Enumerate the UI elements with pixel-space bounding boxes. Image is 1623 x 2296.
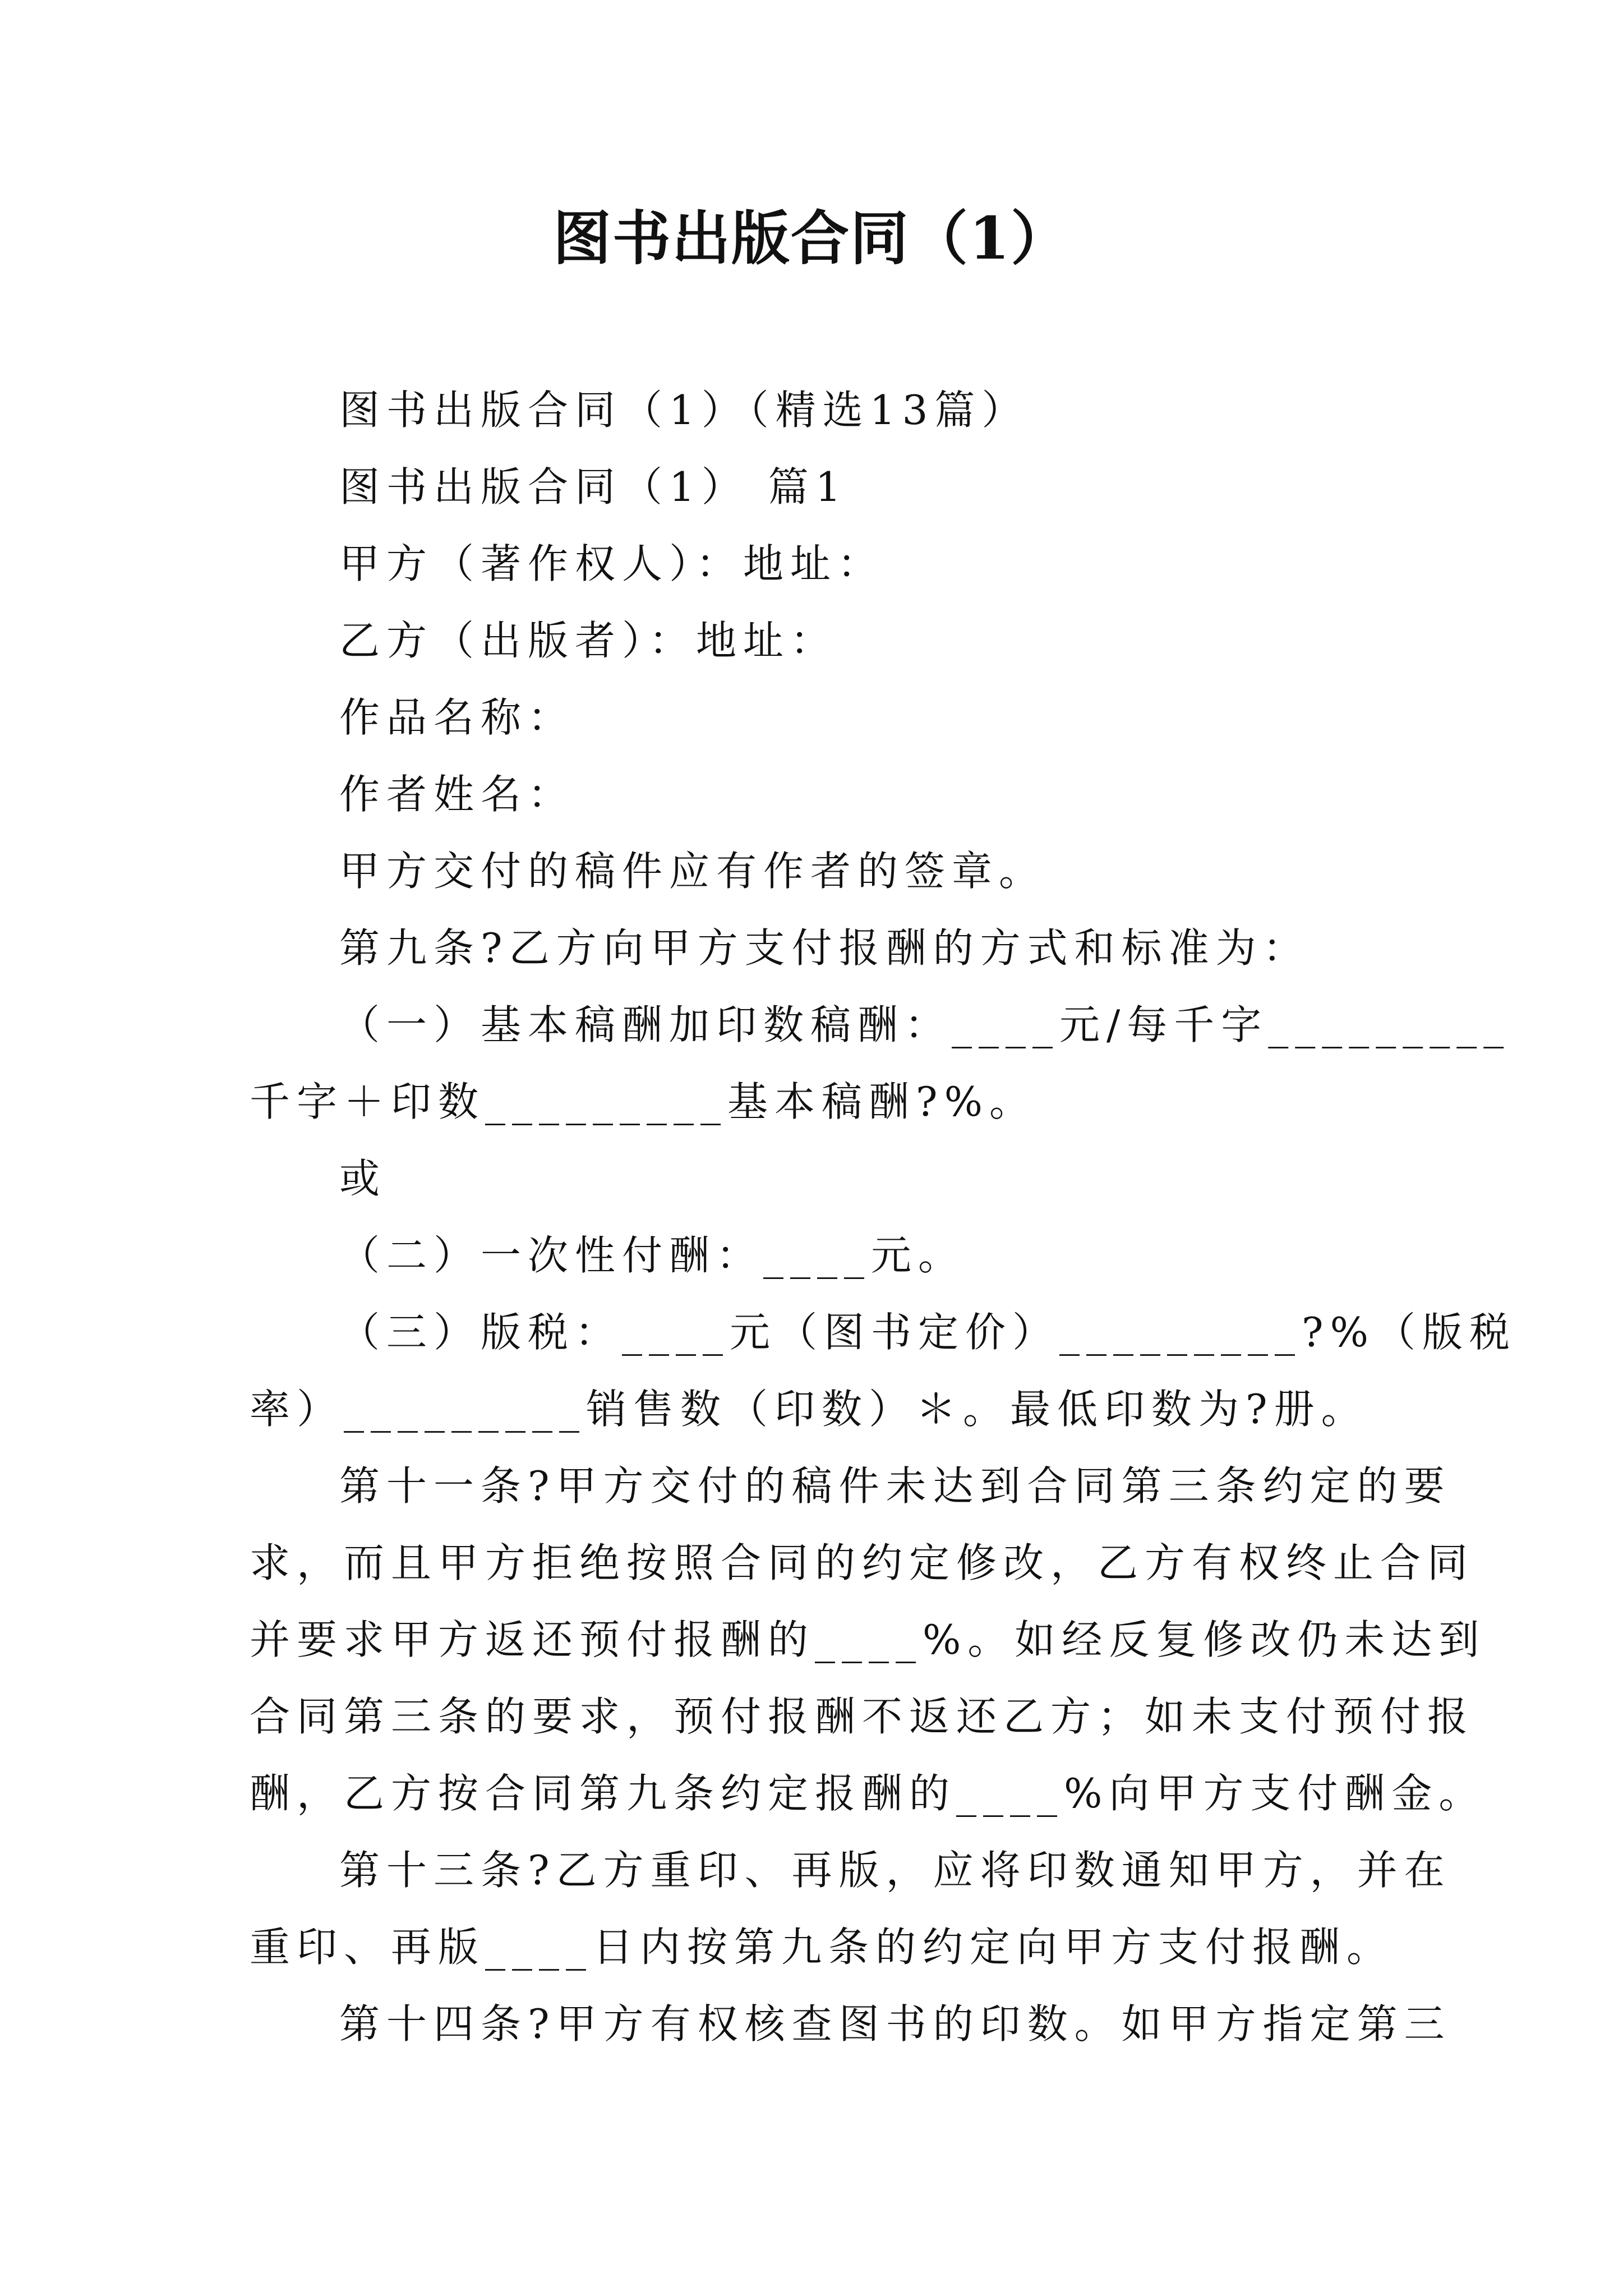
collection-heading: 图书出版合同（1）（精选13篇） (339, 386, 1029, 434)
article-9-option-2-line: （二）一次性付酬：____元。 (339, 1232, 966, 1279)
article-11-continued: 并要求甲方返还预付报酬的____%。如经反复修改仍未达到 (250, 1616, 1486, 1663)
document-title: 图书出版合同（1） (552, 204, 1071, 273)
article-9-option-3-line: （三）版税：____元（图书定价）_________?%（版税 (339, 1309, 1517, 1356)
article-13-line: 第十三条?乙方重印、再版，应将印数通知甲方，并在 (339, 1847, 1451, 1894)
or-line: 或 (339, 1155, 387, 1202)
author-name-line: 作者姓名： (339, 771, 575, 818)
article-11-continued: 合同第三条的要求，预付报酬不返还乙方；如未支付预付报 (250, 1693, 1475, 1740)
article-9-option-1-line: （一）基本稿酬加印数稿酬：____元/每千字_________ (339, 1001, 1511, 1048)
article-9-heading: 第九条?乙方向甲方支付报酬的方式和标准为： (339, 924, 1310, 972)
party-a-line: 甲方（著作权人）：地址： (339, 540, 885, 587)
article-11-continued: 酬，乙方按合同第九条约定报酬的____%向甲方支付酬金。 (250, 1770, 1486, 1817)
party-b-line: 乙方（出版者）：地址： (339, 617, 838, 664)
work-title-line: 作品名称： (339, 694, 575, 741)
paragraph-line: 甲方交付的稿件应有作者的签章。 (339, 848, 1046, 895)
article-13-continued: 重印、再版____日内按第九条的约定向甲方支付报酬。 (250, 1924, 1394, 1971)
article-9-option-1-continued: 千字＋印数_________基本稿酬?%。 (250, 1078, 1037, 1125)
article-14-line: 第十四条?甲方有权核查图书的印数。如甲方指定第三 (339, 2000, 1451, 2047)
article-9-option-3-continued: 率）_________销售数（印数）＊。最低印数为?册。 (250, 1386, 1368, 1433)
section-heading: 图书出版合同（1） 篇1 (339, 463, 848, 510)
article-11-continued: 求，而且甲方拒绝按照合同的约定修改，乙方有权终止合同 (250, 1539, 1475, 1586)
document-body (250, 372, 1517, 2063)
article-11-line: 第十一条?甲方交付的稿件未达到合同第三条约定的要 (339, 1462, 1451, 1510)
